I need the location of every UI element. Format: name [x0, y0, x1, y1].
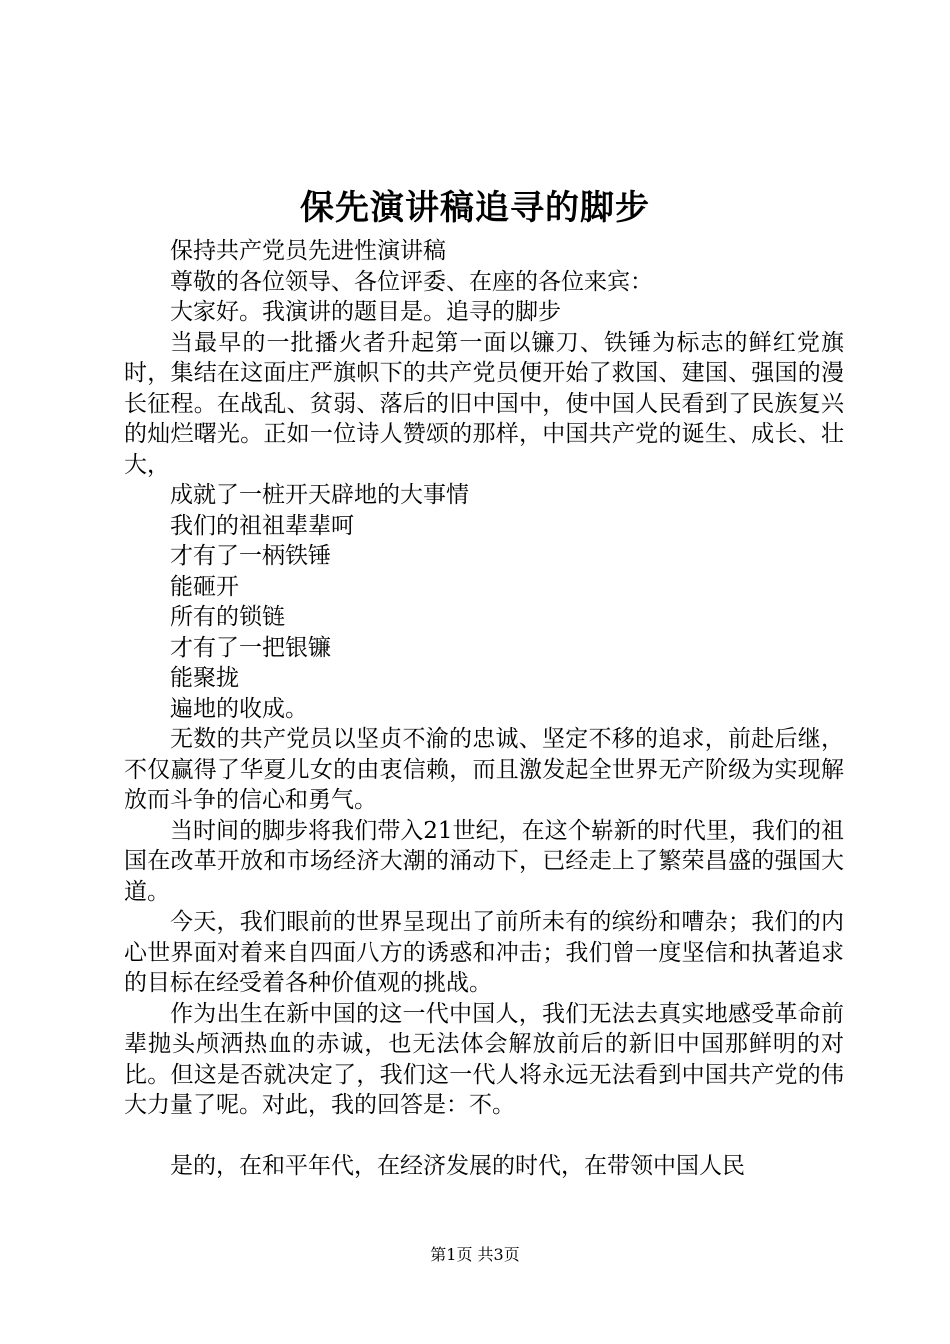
paragraph-greeting: 大家好。我演讲的题目是。追寻的脚步 [170, 299, 561, 325]
document-body [124, 236, 844, 1181]
paragraph-subtitle: 保持共产党员先进性演讲稿 [170, 238, 446, 264]
paragraph: 当时间的脚步将我们带入21世纪，在这个崭新的时代里，我们的祖国在改革开放和市场经济大潮的涌动下，已经走上了繁荣昌盛的强国大道。 [124, 817, 844, 905]
poem-line: 才有了一把银镰 [170, 634, 331, 661]
poem-line: 能砸开 [170, 573, 239, 600]
page-footer: 第1页 共3页 [430, 1245, 520, 1264]
paragraph-salutation: 尊敬的各位领导、各位评委、在座的各位来宾： [170, 268, 653, 295]
page-title: 保先演讲稿追寻的脚步 [300, 188, 650, 228]
poem-line: 成就了一桩开天辟地的大事情 [170, 482, 469, 508]
poem-line: 我们的祖祖辈辈呵 [170, 512, 354, 539]
poem-line: 能聚拢 [170, 665, 239, 691]
paragraph: 作为出生在新中国的这一代中国人，我们无法去真实地感受革命前辈抛头颅洒热血的赤诚，也无法体会解放前后的新旧中国那鲜明的对比。但这是否就决定了，我们这一代人将永远无法看到中国共产党的伟大力量了呢。对此，我的回答是：不。 [124, 1000, 844, 1118]
poem-line: 所有的锁链 [170, 604, 285, 630]
paragraph: 今天，我们眼前的世界呈现出了前所未有的缤纷和嘈杂；我们的内心世界面对着来自四面八方的诱惑和冲击；我们曾一度坚信和执著追求的目标在经受着各种价值观的挑战。 [124, 909, 844, 996]
poem-line: 才有了一柄铁锤 [170, 543, 331, 569]
paragraph: 无数的共产党员以坚贞不渝的忠诚、坚定不移的追求，前赴后继，不仅赢得了华夏儿女的由衷信赖，而且激发起全世界无产阶级为实现解放而斗争的信心和勇气。 [124, 726, 844, 813]
paragraph: 是的，在和平年代，在经济发展的时代，在带领中国人民 [170, 1152, 745, 1179]
paragraph: 当最早的一批播火者升起第一面以镰刀、铁锤为标志的鲜红党旗时，集结在这面庄严旗帜下的共产党员便开始了救国、建国、强国的漫长征程。在战乱、贫弱、落后的旧中国中，使中国人民看到了民族复兴的灿烂曙光。正如一位诗人赞颂的那样，中国共产党的诞生、成长、壮大， [124, 329, 844, 478]
poem-line: 遍地的收成。 [170, 695, 308, 722]
